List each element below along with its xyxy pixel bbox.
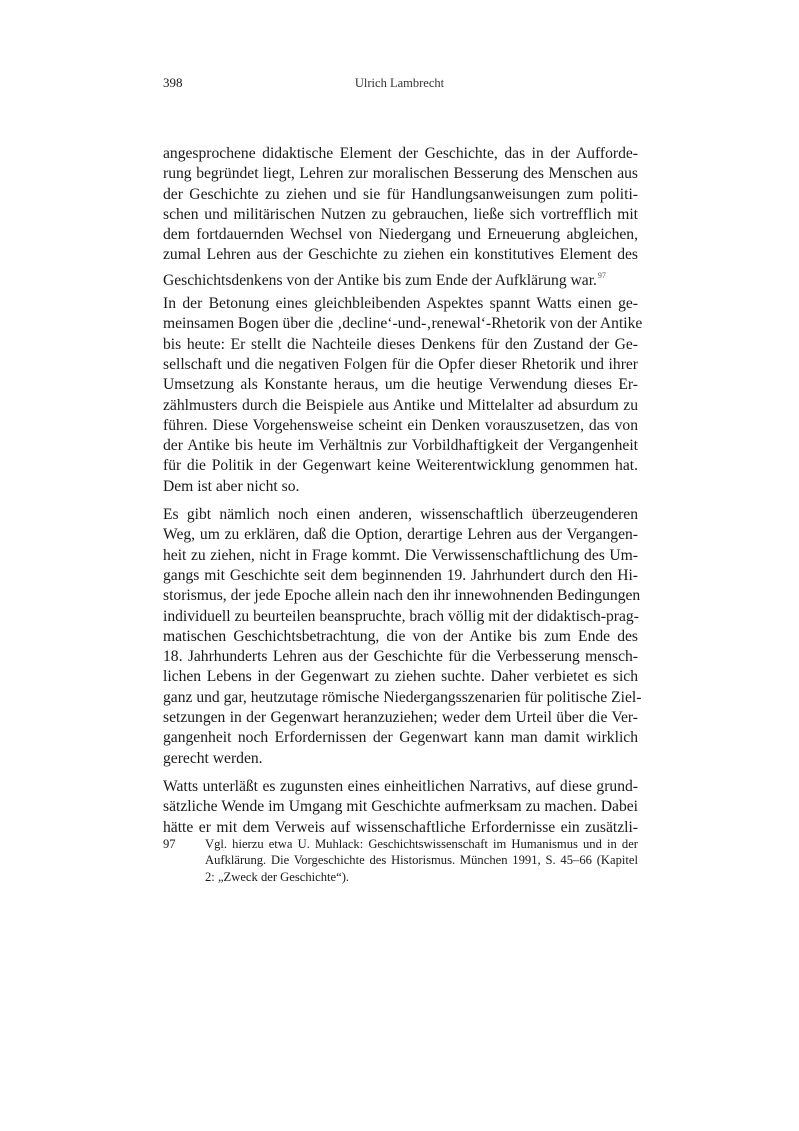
text-line: schen und militärischen Nutzen zu gebrauchen, ließe sich vortrefflich mit: [163, 205, 638, 223]
text-line: dem fortdauernden Wechsel von Niedergang und Erneuerung abgleichen,: [163, 226, 638, 244]
text-line: zumal Lehren aus der Geschichte zu ziehen ein konstitutives Element des: [163, 246, 638, 264]
text-line-content: Geschichtsdenkens von der Antike bis zum Ende der Aufklärung war.: [163, 271, 597, 289]
text-line: angesprochene didaktische Element der Geschichte, das in der Aufforde-: [163, 145, 638, 162]
text-line: sellschaft und die negativen Folgen für die Opfer dieser Rhetorik und ihrer: [163, 355, 638, 373]
footnote-line: 2: „Zweck der Geschichte“).: [205, 869, 350, 884]
text-line: der Antike bis heute im Verhältnis zur Vorbildhaftigkeit der Vergangenheit: [163, 437, 638, 455]
paragraph-4: [163, 777, 638, 838]
text-line: [163, 266, 638, 289]
footnotes: [163, 836, 638, 885]
text-line: gangenheit noch Erfordernissen der Gegenwart kann man damit wirklich: [163, 729, 638, 747]
text-line: Umsetzung als Konstante heraus, um die heutige Verwendung dieses Er-: [163, 376, 638, 394]
text-line: 18. Jahrhunderts Lehren aus der Geschichte für die Verbesserung mensch-: [163, 648, 638, 666]
text-line: hätte er mit dem Verweis auf wissenschaftliche Erfordernisse ein zusätzli-: [163, 818, 638, 836]
text-line: storismus, der jede Epoche allein nach den ihr innewohnenden Bedingungen: [163, 587, 641, 605]
footnote-reference[interactable]: 97: [597, 270, 606, 280]
text-line: lichen Lebens in der Gegenwart zu ziehen suchte. Daher verbietet es sich: [163, 668, 638, 686]
text-line: meinsamen Bogen über die ‚decline‘-und-‚renewal‘-Rhetorik von der Antike: [163, 315, 643, 333]
page-number: 398: [163, 75, 183, 90]
footnote-number: 97: [163, 837, 176, 851]
text-line: ganz und gar, heutzutage römische Niedergangsszenarien für politische Ziel-: [163, 688, 642, 706]
text-line: rung begründet liegt, Lehren zur moralischen Besserung des Menschen aus: [163, 165, 638, 183]
paragraph-3: [163, 505, 642, 769]
text-line: Dem ist aber nicht so.: [163, 477, 300, 495]
body-text: [163, 144, 643, 846]
text-line: zählmusters durch die Beispiele aus Antike und Mittelalter ad absurdum zu: [163, 396, 638, 414]
text-line: führen. Diese Vorgehensweise scheint ein Denken vorauszusetzen, das von: [163, 416, 638, 434]
paragraph-1: [163, 144, 638, 289]
text-line: individuell zu beurteilen beanspruchte, brach völlig mit der didaktisch-prag-: [163, 607, 639, 625]
text-line: der Geschichte zu ziehen und sie für Handlungsanweisungen zum politi-: [163, 185, 638, 203]
footnote-text: [205, 836, 638, 885]
text-line: für die Politik in der Gegenwart keine Weiterentwicklung genommen hat.: [163, 457, 638, 475]
text-line: gerecht werden.: [163, 749, 263, 767]
text-line: heit zu ziehen, nicht in Frage kommt. Die Verwissenschaftlichung des Um-: [163, 546, 638, 564]
text-line: matischen Geschichtsbetrachtung, die von der Antike bis zum Ende des: [163, 627, 638, 645]
text-line: bis heute: Er stellt die Nachteile dieses Denkens für den Zustand der Ge-: [163, 335, 638, 353]
running-head: Ulrich Lambrecht: [354, 76, 445, 90]
text-line: Es gibt nämlich noch einen anderen, wissenschaftlich überzeugenderen: [163, 506, 638, 524]
footnote-line: Aufklärung. Die Vorgeschichte des Historismus. München 1991, S. 45–66 (Kapitel: [205, 853, 638, 868]
text-line: gangs mit Geschichte seit dem beginnenden 19. Jahrhundert durch den Hi-: [163, 566, 638, 584]
text-line: sätzliche Wende im Umgang mit Geschichte aufmerksam zu machen. Dabei: [163, 798, 638, 816]
text-line: Weg, um zu erklären, daß die Option, derartige Lehren aus der Vergangen-: [163, 526, 638, 544]
text-line: Watts unterläßt es zugunsten eines einheitlichen Narrativs, auf diese grund-: [163, 777, 638, 795]
text-line: setzungen in der Gegenwart heranzuziehen; weder dem Urteil über die Ver-: [163, 709, 638, 727]
text-line: In der Betonung eines gleichbleibenden Aspektes spannt Watts einen ge-: [163, 295, 638, 313]
footnote-line: Vgl. hierzu etwa U. Muhlack: Geschichtswissenschaft im Humanismus und in der: [205, 837, 638, 851]
footnote-97: [163, 836, 638, 885]
paragraph-2: [163, 294, 643, 497]
